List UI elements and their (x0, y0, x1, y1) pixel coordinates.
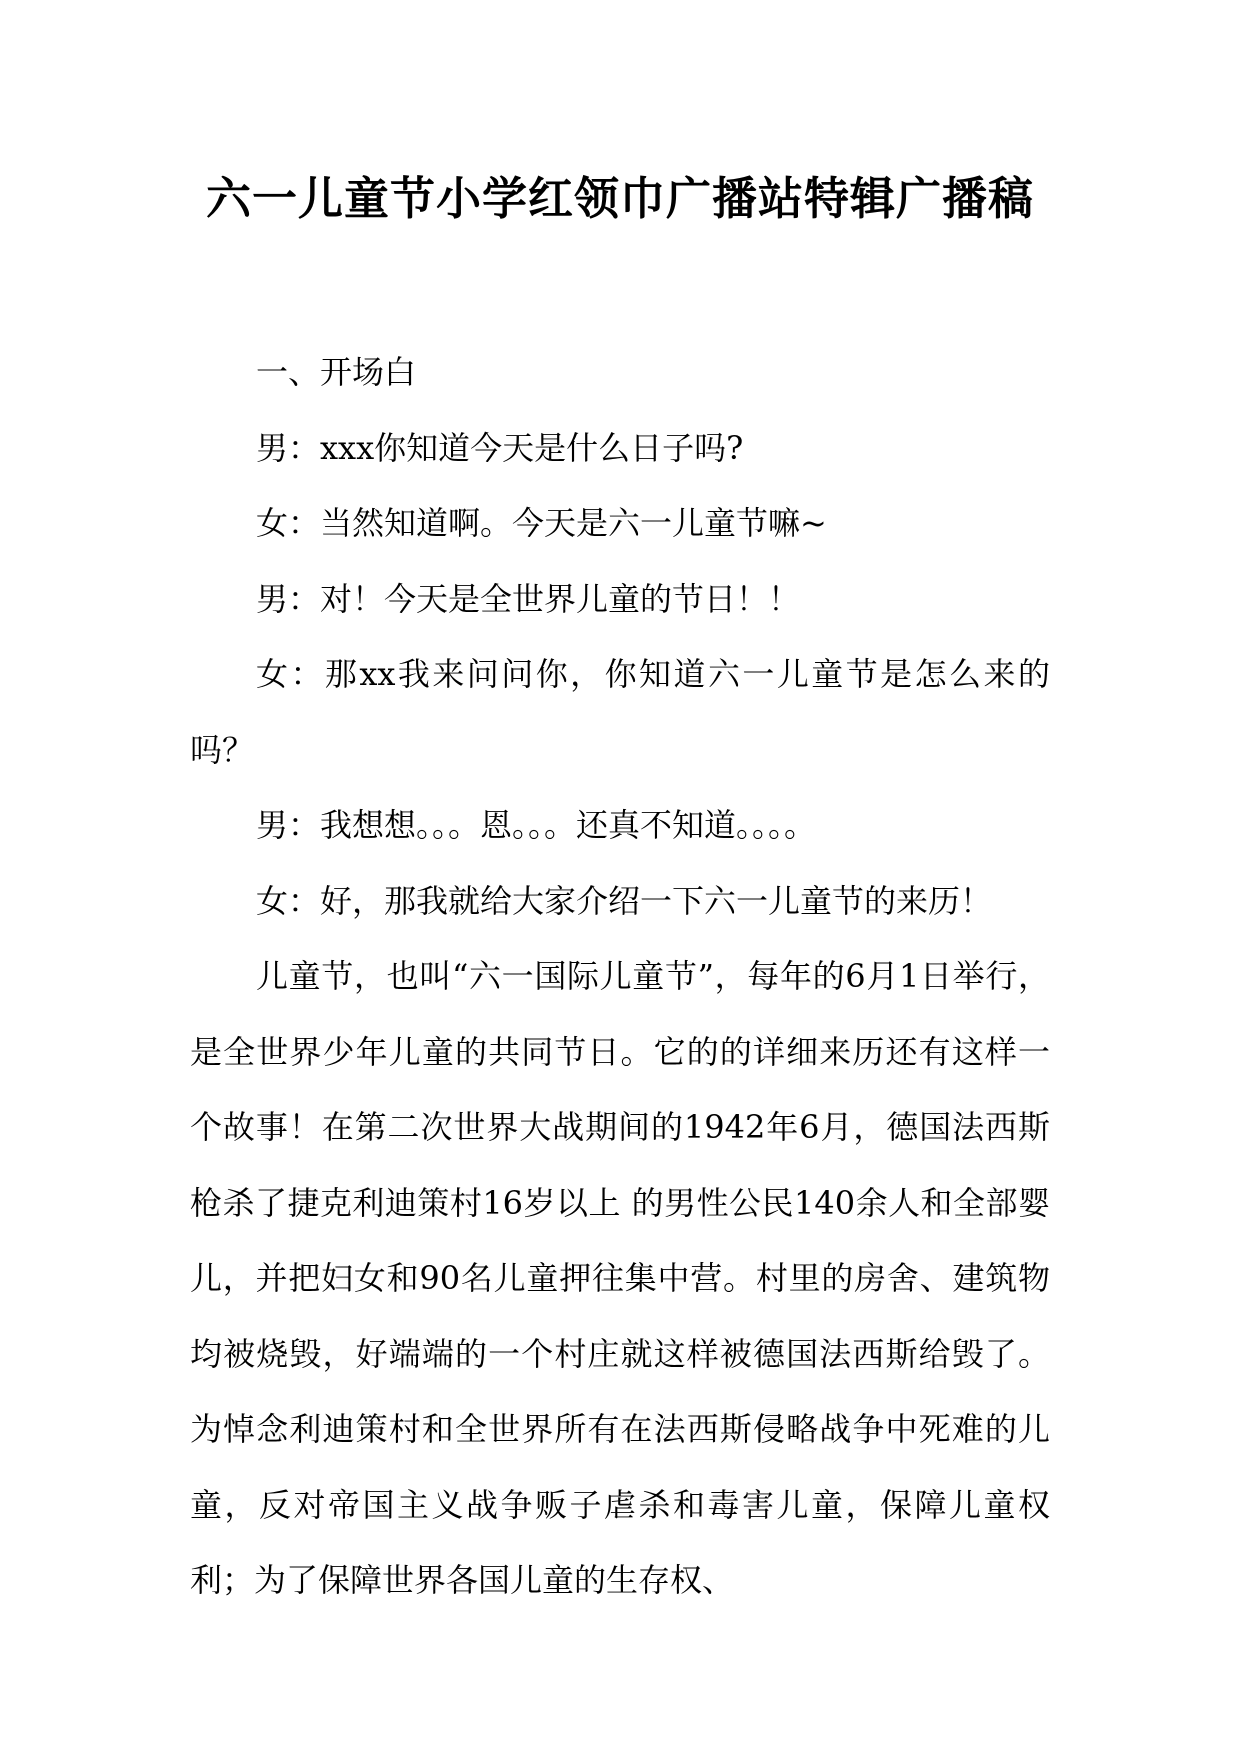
dialogue-line: 男：我想想。。。恩。。。还真不知道。。。。 (256, 806, 817, 844)
section-heading-opening: 一、开场白 (256, 353, 417, 391)
dialogue-line: 女：那xx我来问问你，你知道六一儿童节是怎么来的吗？ (190, 655, 1050, 769)
dialogue-line: 女：好，那我就给大家介绍一下六一儿童节的来历！ (256, 881, 993, 920)
dialogue-line: 女：当然知道啊。今天是六一儿童节嘛~ (256, 504, 827, 542)
document-body (190, 335, 1050, 1619)
history-paragraph: 儿童节，也叫“六一国际儿童节”，每年的6月1日举行，是全世界少年儿童的共同节日。它的的详细来历还有这样一个故事！在第二次世界大战期间的1942年6月，德国法西斯枪杀了捷克利迪策村16岁以上 的男性公民140余人和全部婴儿，并把妇女和90名儿童押往集中营。村里的房舍、建筑物均被烧毁，好端端的一个村庄就这样被德国法西斯给毁了。为悼念利迪策村和全世界所有在法西斯侵略战争中死难的儿童，反对帝国主义战争贩子虐杀和毒害儿童，保障儿童权利；为了保障世界各国儿童的生存权、 (190, 957, 1050, 1599)
dialogue-line: 男：对！今天是全世界儿童的节日！！ (256, 579, 801, 618)
document-title: 六一儿童节小学红领巾广播站特辑广播稿 (205, 172, 1034, 225)
dialogue-line: 男：xxx你知道今天是什么日子吗? (256, 428, 744, 467)
